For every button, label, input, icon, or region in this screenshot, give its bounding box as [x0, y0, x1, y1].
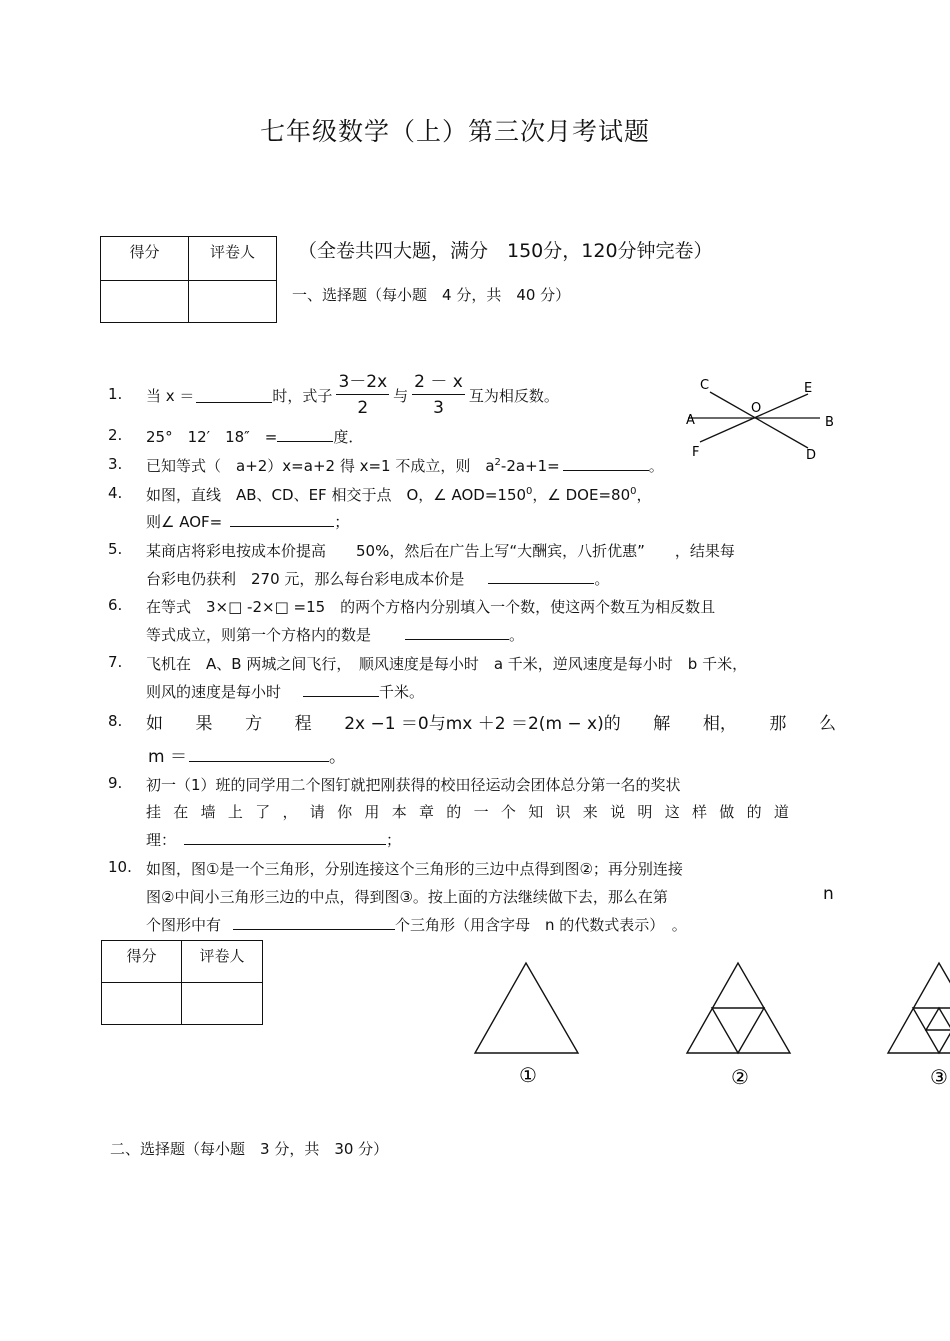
q10-text: 个图形中有 [146, 916, 222, 934]
triangle-figure-3 [888, 963, 950, 1053]
q8-word: 如 [146, 714, 163, 734]
q4-line2 [146, 511, 349, 532]
q1-yu: 与 [393, 386, 409, 405]
q2-number: 2. [108, 426, 123, 444]
figure-2-label: ② [731, 1065, 749, 1089]
label-d: D [806, 448, 817, 463]
q8-number: 8. [108, 712, 123, 730]
score-cell[interactable] [101, 281, 189, 323]
q1-blank[interactable] [196, 387, 272, 403]
q9-line3 [146, 829, 401, 850]
q4-sup1: 0 [526, 486, 533, 497]
q6-text: 等式成立，则第一个方格内的数是 [146, 626, 372, 644]
q9-post: ； [386, 831, 402, 849]
q4-text4: 则∠ AOF= [146, 513, 223, 531]
q1-number: 1. [108, 385, 123, 403]
q1-f1-numerator: 3－2x [336, 370, 389, 395]
grader-cell[interactable] [182, 983, 263, 1025]
q7-text: 则风的速度是每小时 [146, 683, 282, 701]
q4-line1 [146, 484, 652, 505]
q3-sup: 2 [494, 457, 501, 468]
q5-line2 [146, 568, 609, 589]
q8-word: 果 [195, 714, 213, 734]
q1-mid: 时，式子 [272, 386, 333, 405]
q1-fraction-2 [412, 370, 465, 421]
q1-f1-denominator: 2 [357, 397, 369, 418]
q4-text3: ， [636, 486, 652, 504]
q7-line2 [146, 681, 424, 702]
q10-post: 个三角形（用含字母 n 的代数式表示） 。 [395, 916, 687, 934]
q8-text: m ＝ [148, 747, 187, 767]
q1-fraction-1 [336, 370, 389, 421]
q1-f2-numerator: 2 － x [412, 370, 465, 395]
q10-blank[interactable] [233, 914, 395, 930]
q10-number: 10. [108, 858, 132, 876]
label-f: F [692, 445, 700, 460]
q4-post: ； [334, 513, 350, 531]
q8-equation: 2x −1 ＝0与mx ＋2 ＝2(m − x)的 [344, 714, 621, 734]
triangle-figures [460, 955, 950, 1095]
triangle-figure-2 [687, 963, 790, 1053]
intersecting-lines-figure [680, 370, 840, 465]
page-title: 七年级数学（上）第三次月考试题 [259, 117, 650, 146]
q5-post: 。 [594, 570, 610, 588]
q10-n: n [823, 884, 834, 904]
q7-blank[interactable] [303, 681, 379, 697]
q1-pre: 当 x ＝ [146, 386, 195, 405]
grader-header: 评卷人 [182, 941, 263, 983]
q4-sup2: 0 [630, 486, 637, 497]
q8-line1 [146, 709, 836, 734]
q4-blank[interactable] [230, 511, 334, 527]
q2-post: 度． [333, 428, 364, 446]
triangle-figure-1 [475, 963, 578, 1053]
q2-text: 25° 12′ 18″ = [146, 428, 278, 446]
q3-text: 已知等式（ a+2）x=a+2 得 x=1 不成立，则 a [146, 457, 495, 475]
q2-blank[interactable] [277, 426, 333, 442]
label-o: O [751, 401, 762, 416]
q5-line1: 某商店将彩电按成本价提高 50%，然后在广告上写“大酬宾，八折优惠” ，结果每 [146, 542, 735, 560]
q8-word: 相， [702, 714, 737, 734]
q10-line3 [146, 914, 687, 935]
q6-blank[interactable] [405, 624, 509, 640]
figure-3-label: ③ [930, 1065, 948, 1089]
section-2-heading: 二、选择题（每小题 3 分，共 30 分） [110, 1140, 389, 1158]
q3-post: 。 [648, 457, 664, 475]
q10-line2: 图②中间小三角形三边的中点，得到图③。按上面的方法继续做下去，那么在第 [146, 888, 668, 906]
label-e: E [804, 381, 813, 396]
grader-cell[interactable] [189, 281, 277, 323]
figure-1-label: ① [519, 1063, 537, 1087]
q9-number: 9. [108, 774, 123, 792]
q5-number: 5. [108, 540, 123, 558]
q7-number: 7. [108, 653, 123, 671]
q7-line1: 飞机在 A、B 两城之间飞行， 顺风速度是每小时 a 千米，逆风速度是每小时 b 千米， [146, 655, 748, 673]
q3-blank[interactable] [563, 455, 649, 471]
score-cell[interactable] [102, 983, 182, 1025]
q4-text2: ，∠ DOE=80 [532, 486, 631, 504]
score-header: 得分 [101, 237, 189, 281]
q6-post: 。 [509, 626, 525, 644]
q9-text: 理： [146, 831, 177, 849]
q3-number: 3. [108, 455, 123, 473]
q8-word: 那 [769, 714, 787, 734]
q5-blank[interactable] [488, 568, 594, 584]
q6-line1: 在等式 3×□ -2×□ =15 的两个方格内分别填入一个数，使这两个数互为相反数且 [146, 598, 716, 616]
q9-blank[interactable] [184, 829, 386, 845]
score-table [100, 236, 277, 323]
q8-word: 解 [653, 714, 671, 734]
q1-post: 互为相反数。 [468, 386, 559, 405]
q9-line2: 挂在墙上了，请你用本章的一个知识来说明这样做的道 [146, 803, 802, 821]
section-1-heading: 一、选择题（每小题 4 分，共 40 分） [292, 286, 571, 304]
q8-blank[interactable] [189, 743, 329, 762]
q8-word: 么 [818, 714, 836, 734]
q3 [146, 455, 664, 476]
q5-text: 台彩电仍获利 270 元，那么每台彩电成本价是 [146, 570, 465, 588]
q6-number: 6. [108, 596, 123, 614]
q10-line1: 如图，图①是一个三角形，分别连接这个三角形的三边中点得到图②；再分别连接 [146, 860, 683, 878]
q8-word: 方 [245, 714, 263, 734]
q1 [146, 366, 559, 424]
q4-text1: 如图，直线 AB、CD、EF 相交于点 O，∠ AOD=150 [146, 486, 527, 504]
label-c: C [700, 378, 710, 393]
q3-text2: -2a+1= [500, 457, 560, 475]
grader-header: 评卷人 [189, 237, 277, 281]
q6-line2 [146, 624, 524, 645]
score-header: 得分 [102, 941, 182, 983]
q8-line2 [148, 742, 346, 767]
q9-line1: 初一（1）班的同学用二个图钉就把刚获得的校田径运动会团体总分第一名的奖状 [146, 776, 681, 794]
q8-word: 程 [294, 714, 312, 734]
q4-number: 4. [108, 484, 123, 502]
q1-f2-denominator: 3 [433, 397, 444, 418]
q2 [146, 426, 363, 447]
q8-post: 。 [328, 747, 346, 767]
q7-post: 千米。 [379, 683, 425, 701]
label-b: B [825, 415, 834, 430]
label-a: A [686, 413, 695, 428]
exam-info: （全卷共四大题，满分 150分，120分钟完卷） [298, 240, 713, 262]
score-table-2 [101, 940, 263, 1025]
